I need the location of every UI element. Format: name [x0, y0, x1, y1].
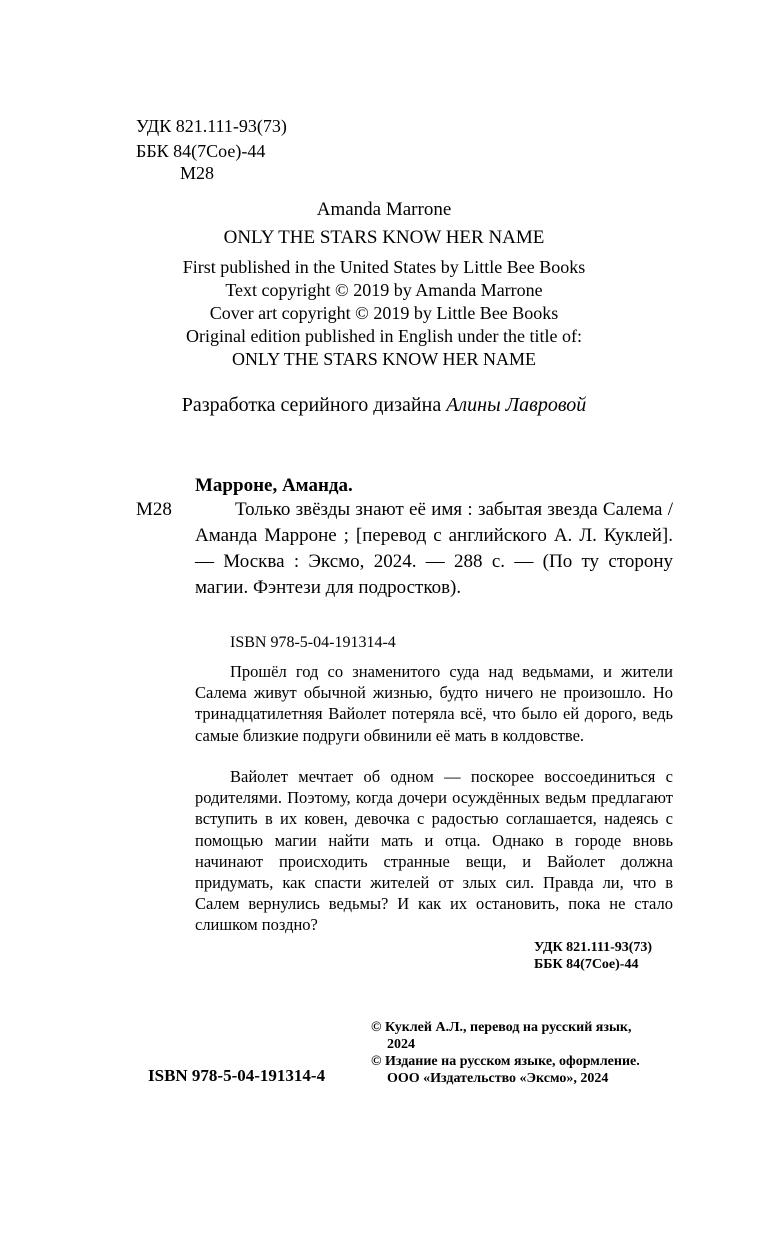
copyright-translation: © Куклей А.Л., перевод на русский язык,	[371, 1020, 632, 1035]
series-design-label: Разработка серийного дизайна	[181, 394, 442, 416]
copyright-translation-year: 2024	[387, 1037, 415, 1052]
catalog-mark: М28	[136, 499, 172, 520]
publication-line: ONLY THE STARS KNOW HER NAME	[232, 349, 536, 369]
bbk-code: ББК 84(7Сое)-44	[136, 141, 266, 161]
footer-isbn: ISBN 978-5-04-191314-4	[148, 1066, 326, 1085]
annotation-udk: УДК 821.111-93(73)	[534, 940, 653, 955]
series-designer-name: Алины Лавровой	[446, 394, 587, 416]
original-author: Amanda Marrone	[316, 199, 452, 220]
catalog-description: Только звёзды знают её имя : забытая звезда Салема / Аманда Марроне ; [перевод с английского А. Л. Куклей]. — Москва : Эксмо, 2024. — 288 с. — (По ту сторону магии. Фэнтези для подростков).	[195, 499, 673, 598]
author-mark: М28	[180, 163, 215, 183]
publication-line: Text copyright © 2019 by Amanda Marrone	[225, 280, 543, 300]
udk-code: УДК 821.111-93(73)	[136, 116, 287, 136]
publication-line: Original edition published in English under the title of:	[186, 326, 582, 346]
annotation-bbk: ББК 84(7Сое)-44	[534, 957, 639, 972]
publication-line: First published in the United States by Little Bee Books	[182, 257, 586, 277]
annotation-paragraph: Вайолет мечтает об одном — поскорее воссоединиться с родителями. Поэтому, когда дочери осуждённых ведьм предлагают вступить в их ковен, девочка с радостью соглашается, надеясь с помощью магии найти мать и отца. Однако в городе вновь начинают происходить странные вещи, и Вайолет должна придумать, как спасти жителей от злых сил. Правда ли, что в Салем вернулись ведьмы? И как их остановить, пока не стало слишком поздно?	[195, 767, 673, 935]
copyright-edition-owner: ООО «Издательство «Эксмо», 2024	[387, 1071, 609, 1086]
copyright-edition: © Издание на русском языке, оформление.	[371, 1054, 640, 1069]
series-design-credit	[0, 394, 768, 417]
annotation-paragraph: Прошёл год со знаменитого суда над ведьмами, и жители Салема живут обычной жизнью, будто ничего не произошло. Но тринадцатилетняя Вайолет потеряла всё, что было ей дорого, ведь самые близкие подруги обвинили её мать в колдовстве.	[195, 662, 673, 745]
catalog-isbn: ISBN 978-5-04-191314-4	[230, 634, 396, 651]
publication-line: Cover art copyright © 2019 by Little Bee Books	[209, 303, 559, 323]
original-title: ONLY THE STARS KNOW HER NAME	[223, 227, 545, 248]
catalog-heading: Марроне, Аманда.	[195, 475, 353, 496]
